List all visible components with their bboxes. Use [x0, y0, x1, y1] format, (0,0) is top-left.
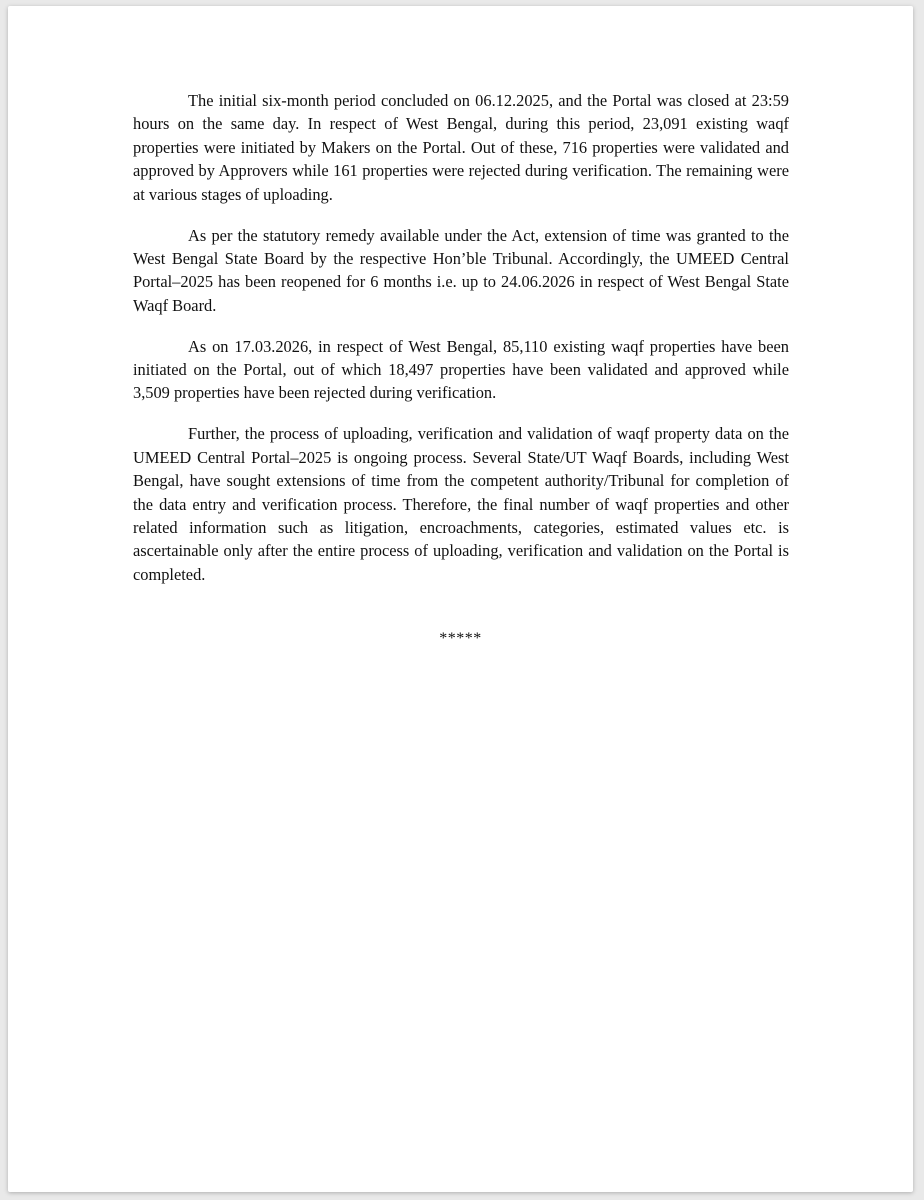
paragraph-extension: As per the statutory remedy available under the Act, extension of time was granted to the West Bengal State Board by the respective Hon’ble Tribunal. Accordingly, the UMEED Central Portal–2025 has been reopened for 6 months i.e. up to 24.06.2026 in respect of West Bengal State Waqf Board. — [133, 225, 789, 315]
end-of-document-mark: ***** — [439, 630, 482, 647]
paragraph-initial-period: The initial six-month period concluded on 06.12.2025, and the Portal was closed at 23:59 hours on the same day. In respect of West Bengal, during this period, 23,091 existing waqf properties were initiated by Makers on the Portal. Out of these, 716 properties were validated and approved by Approvers while 161 properties were rejected during verification. The remaining were at various stages of uploading. — [133, 91, 789, 204]
paragraph-current-status: As on 17.03.2026, in respect of West Bengal, 85,110 existing waqf properties have been initiated on the Portal, out of which 18,497 properties have been validated and approved while 3,509 properties have been rejected during verification. — [133, 336, 789, 403]
paragraph-ongoing-process: Further, the process of uploading, verification and validation of waqf property data on the UMEED Central Portal–2025 is ongoing process. Several State/UT Waqf Boards, including West Bengal, have sought extensions of time from the competent authority/Tribunal for completion of the data entry and verification process. Therefore, the final number of waqf properties and other related information such as litigation, encroachments, categories, estimated values etc. is ascertainable only after the entire process of uploading, verification and validation on the Portal is completed. — [133, 424, 789, 584]
document-body — [133, 89, 789, 604]
document-page — [8, 6, 913, 1192]
